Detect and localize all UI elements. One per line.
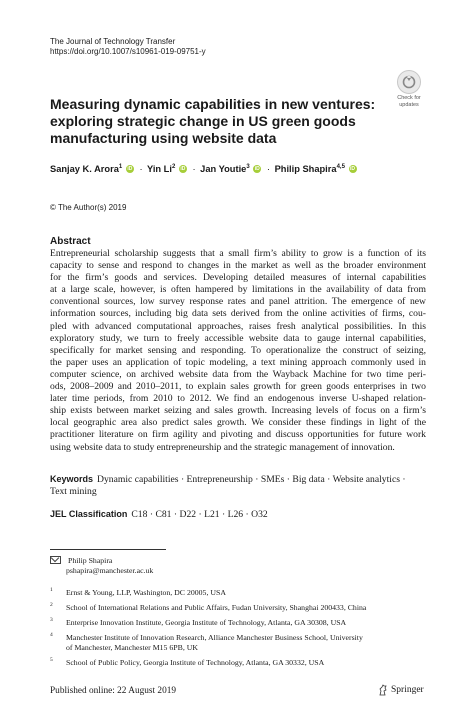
orcid-icon[interactable]: iD (127, 165, 133, 172)
affiliation-text: Manchester Institute of Innovation Research, Alliance Manchester Business School, University (66, 633, 363, 642)
author-affiliation-mark: 2 (171, 164, 176, 170)
abstract-line: information sources, including big data sets derived from the online activities of firms, cou- (50, 308, 426, 320)
abstract-line: the paper uses an application of topic modeling, a text mining approach commonly used in (50, 356, 426, 368)
copyright-notice: © The Author(s) 2019 (50, 203, 127, 212)
orcid-icon[interactable]: iD (254, 165, 260, 172)
abstract-line: for the firm’s goods and services. Developing detailed measures of internal capabilities (50, 272, 426, 284)
badge-label-1: Check for (397, 95, 421, 101)
affiliation-text: Enterprise Innovation Institute, Georgia Institute of Technology, Atlanta, GA 30308, USA (66, 618, 347, 627)
orcid-icon[interactable]: iD (180, 165, 186, 172)
abstract-line: Entrepreneurial scholarship suggests that a small firm’s ability to grow is a function of its (50, 248, 426, 259)
update-circle-icon (397, 70, 421, 94)
author-affiliation-mark: 3 (246, 164, 250, 170)
author-name[interactable]: Sanjay K. Arora (50, 164, 119, 175)
orcid-icon[interactable]: iD (350, 165, 355, 172)
badge-label-2: updates (399, 102, 419, 108)
abstract-line: pled with advanced computational approaches, raises fresh analytical possibilities. In this (50, 320, 426, 332)
keywords-list: Dynamic capabilities · Entrepreneurship · SMEs · Big data · Website analytics · (97, 474, 406, 485)
abstract-line: ship exists between market seizing and sales growth. Increasing levels of focus on a firm’s (50, 405, 426, 417)
check-for-updates-badge[interactable] (394, 70, 424, 108)
author-separator: · (139, 164, 143, 175)
affiliation-number: 4 (50, 632, 53, 638)
author-affiliation-mark: 4,5 (336, 164, 345, 170)
keywords-section (50, 473, 426, 498)
author-list (50, 164, 358, 174)
jel-heading: JEL Classification (50, 509, 128, 519)
published-date: Published online: 22 August 2019 (50, 686, 177, 696)
affiliation-text: Ernst & Young, LLP, Washington, DC 20005, USA (66, 588, 226, 597)
affiliation-number: 2 (50, 602, 53, 608)
affiliation-item (50, 603, 426, 613)
correspondence (50, 556, 153, 576)
doi-link[interactable]: https://doi.org/10.1007/s10961-019-09751-y (50, 47, 206, 56)
affiliation-number: 1 (50, 587, 53, 593)
publisher-logo (378, 684, 424, 696)
author-separator: · (192, 164, 196, 175)
jel-codes: C18 · C81 · D22 · L21 · L26 · O32 (131, 509, 268, 520)
author-affiliation-mark: 1 (118, 164, 123, 170)
abstract-line: later time periods, from 2010 to 2012. We find an endogenous inverse U-shaped relation- (50, 393, 426, 405)
abstract-body (50, 248, 426, 454)
affiliation-text: School of Public Policy, Georgia Institute of Technology, Atlanta, GA 30332, USA (66, 658, 325, 667)
abstract-line: ods, 2008–2009 and 2010–2011, to explain sales growth for green goods enterprises in two (50, 381, 426, 393)
keywords-list-cont: Text mining (50, 486, 97, 498)
affiliation-number: 5 (50, 657, 53, 663)
abstract-line: capacity to sense and respond to changes in the market as well as the broader environment (50, 260, 426, 272)
abstract-line: exploratory study, we turn to freely accessible website data to gauge internal capabilities, (50, 332, 426, 344)
corresponding-email[interactable]: pshapira@manchester.ac.uk (66, 566, 154, 575)
affiliation-item (50, 633, 426, 653)
affiliation-text: School of International Relations and Public Affairs, Fudan University, Shanghai 200433, China (66, 603, 367, 612)
author-name[interactable]: Jan Youtie (200, 164, 247, 175)
affiliation-text: of Manchester, Manchester M15 6PB, UK (66, 643, 198, 652)
affiliation-item (50, 658, 426, 668)
publisher-name: Springer (391, 685, 424, 695)
affiliation-item (50, 588, 426, 598)
author-name[interactable]: Yin Li (146, 164, 172, 175)
abstract-line: local geographic area also predict sales growth. We consider these findings in light of the (50, 417, 426, 429)
abstract-line: practitioner literature on firm agility and pivoting and discuss opportunities for future work (50, 429, 426, 441)
journal-name: The Journal of Technology Transfer (50, 37, 176, 46)
abstract-heading: Abstract (50, 236, 91, 247)
keywords-heading: Keywords (50, 474, 94, 484)
paper-title: Measuring dynamic capabilities in new ventures: exploring strategic change in US green goods manufacturing using website data (50, 96, 376, 146)
footnote-divider (50, 549, 166, 550)
envelope-icon (50, 556, 61, 564)
affiliation-item (50, 618, 426, 628)
affiliation-number: 3 (50, 617, 53, 623)
author-separator: · (266, 164, 270, 175)
author-name[interactable]: Philip Shapira (274, 164, 337, 175)
abstract-line: conventional sources, low survey response rates and panel attrition. The emergence of new (50, 296, 426, 308)
abstract-line: specifically for market sensing and responding. To operationalize the construct of seizing, (50, 344, 426, 356)
corresponding-author: Philip Shapira (68, 556, 113, 565)
abstract-line: computer science, on archived website data from the Wayback Machine for two time peri- (50, 368, 426, 380)
journal-header (50, 37, 206, 57)
jel-section (50, 509, 268, 520)
abstract-line: using website data to study entrepreneurship and the strategic management of innovation. (50, 441, 395, 453)
abstract-line: at a large scale, however, is often hampered by limitations in the availability of data from (50, 284, 426, 296)
springer-horse-icon (378, 684, 388, 696)
